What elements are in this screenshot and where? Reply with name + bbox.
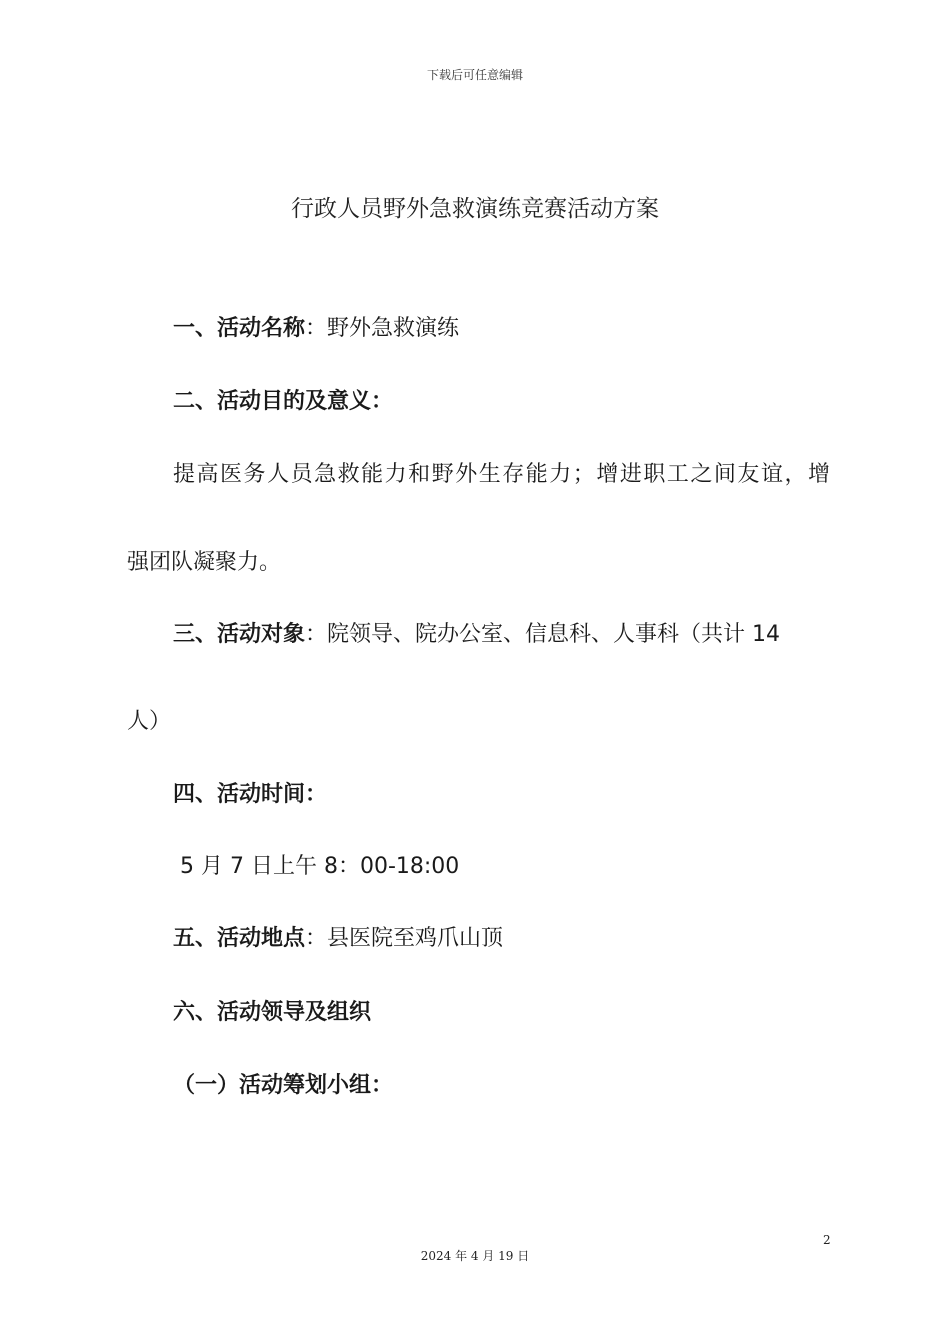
section-value: ：野外急救演练 xyxy=(305,316,460,341)
subsection-label: （一）活动筹划小组： xyxy=(173,1073,394,1098)
section-value: ：县医院至鸡爪山顶 xyxy=(305,926,504,951)
section-label: 三、活动对象 xyxy=(173,622,306,647)
time-value: 5 月 7 日上午 8：00-18:00 xyxy=(180,854,460,879)
section-label: 五、活动地点 xyxy=(173,926,306,951)
purpose-text-line-1: 提高医务人员急救能力和野外生存能力；增进职工之间友谊，增 xyxy=(173,462,830,487)
section-label: 四、活动时间： xyxy=(173,782,328,807)
header-note: 下载后可任意编辑 xyxy=(426,68,523,82)
section-target xyxy=(173,620,780,650)
section-label: 六、活动领导及组织 xyxy=(173,1000,372,1025)
section-label: 二、活动目的及意义： xyxy=(173,389,394,414)
subsection-planning-group xyxy=(173,1071,393,1101)
page-number: 2 xyxy=(823,1233,831,1247)
section-place xyxy=(173,924,503,954)
section-value: ：院领导、院办公室、信息科、人事科（共计 14 xyxy=(305,622,781,647)
section-label: 一、活动名称 xyxy=(173,316,306,341)
target-text-line-2: 人） xyxy=(127,709,172,734)
purpose-text-line-2: 强团队凝聚力。 xyxy=(127,550,282,575)
section-organization xyxy=(173,998,371,1028)
footer-date: 2024 年 4 月 19 日 xyxy=(420,1249,530,1263)
section-time xyxy=(173,780,327,810)
section-activity-name xyxy=(173,314,459,344)
section-purpose xyxy=(173,387,393,417)
document-title: 行政人员野外急救演练竞赛活动方案 xyxy=(291,196,659,222)
